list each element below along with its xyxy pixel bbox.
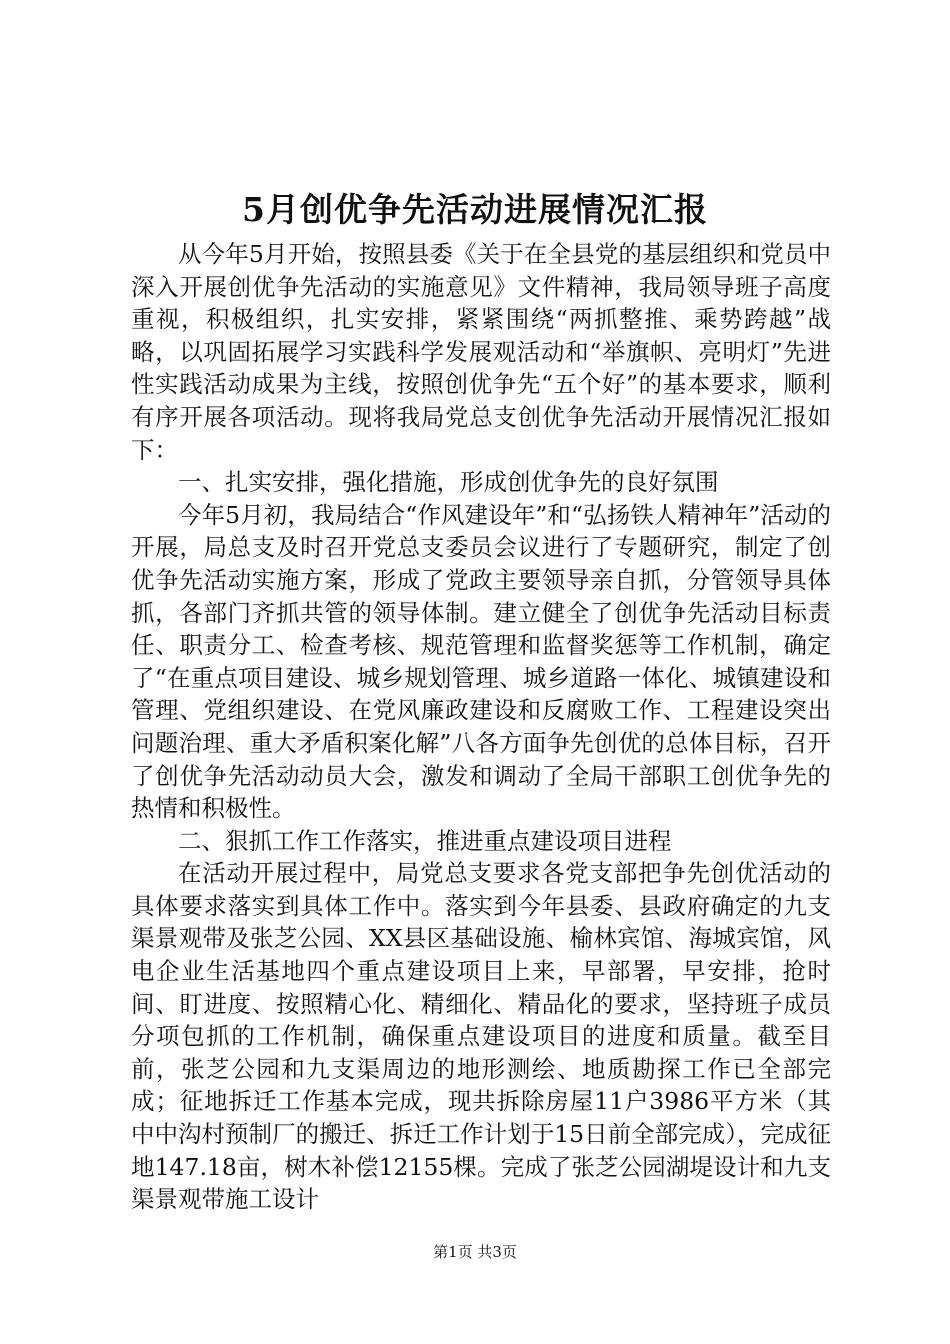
document-title: 5月创优争先活动进展情况汇报	[242, 190, 708, 229]
page-number-footer: 第1页 共3页	[433, 1243, 517, 1261]
document-body	[131, 238, 831, 1216]
intro-paragraph: 从今年5月开始，按照县委《关于在全县党的基层组织和党员中深入开展创优争先活动的实施意见》文件精神，我局领导班子高度重视，积极组织，扎实安排，紧紧围绕“两抓整推、乘势跨越”战略，以巩固拓展学习实践科学发展观活动和“举旗帜、亮明灯”先进性实践活动成果为主线，按照创优争先“五个好”的基本要求，顺利有序开展各项活动。现将我局党总支创优争先活动开展情况汇报如下：	[131, 240, 831, 464]
section-2-paragraph: 在活动开展过程中，局党总支要求各党支部把争先创优活动的具体要求落实到具体工作中。落实到今年县委、县政府确定的九支渠景观带及张芝公园、XX县区基础设施、榆林宾馆、海城宾馆，风电企业生活基地四个重点建设项目上来，早部署，早安排，抢时间、盯进度、按照精心化、精细化、精品化的要求，坚持班子成员分项包抓的工作机制，确保重点建设项目的进度和质量。截至目前，张芝公园和九支渠周边的地形测绘、地质勘探工作已全部完成；征地拆迁工作基本完成，现共拆除房屋11户3986平方米（其中中沟村预制厂的搬迁、拆迁工作计划于15日前全部完成），完成征地147.18亩，树木补偿12155棵。完成了张芝公园湖堤设计和九支渠景观带施工设计	[131, 859, 831, 1214]
section-1-paragraph: 今年5月初，我局结合“作风建设年”和“弘扬铁人精神年”活动的开展，局总支及时召开党总支委员会议进行了专题研究，制定了创优争先活动实施方案，形成了党政主要领导亲自抓，分管领导具体抓，各部门齐抓共管的领导体制。建立健全了创优争先活动目标责任、职责分工、检查考核、规范管理和监督奖惩等工作机制，确定了“在重点项目建设、城乡规划管理、城乡道路一体化、城镇建设和管理、党组织建设、在党风廉政建设和反腐败工作、工程建设突出问题治理、重大矛盾积案化解”八各方面争先创优的总体目标，召开了创优争先活动动员大会，激发和调动了全局干部职工创优争先的热情和积极性。	[131, 500, 831, 823]
section-heading-1: 一、扎实安排，强化措施，形成创优争先的良好氛围	[178, 468, 719, 497]
section-heading-2: 二、狠抓工作工作落实，推进重点建设项目进程	[178, 826, 672, 855]
